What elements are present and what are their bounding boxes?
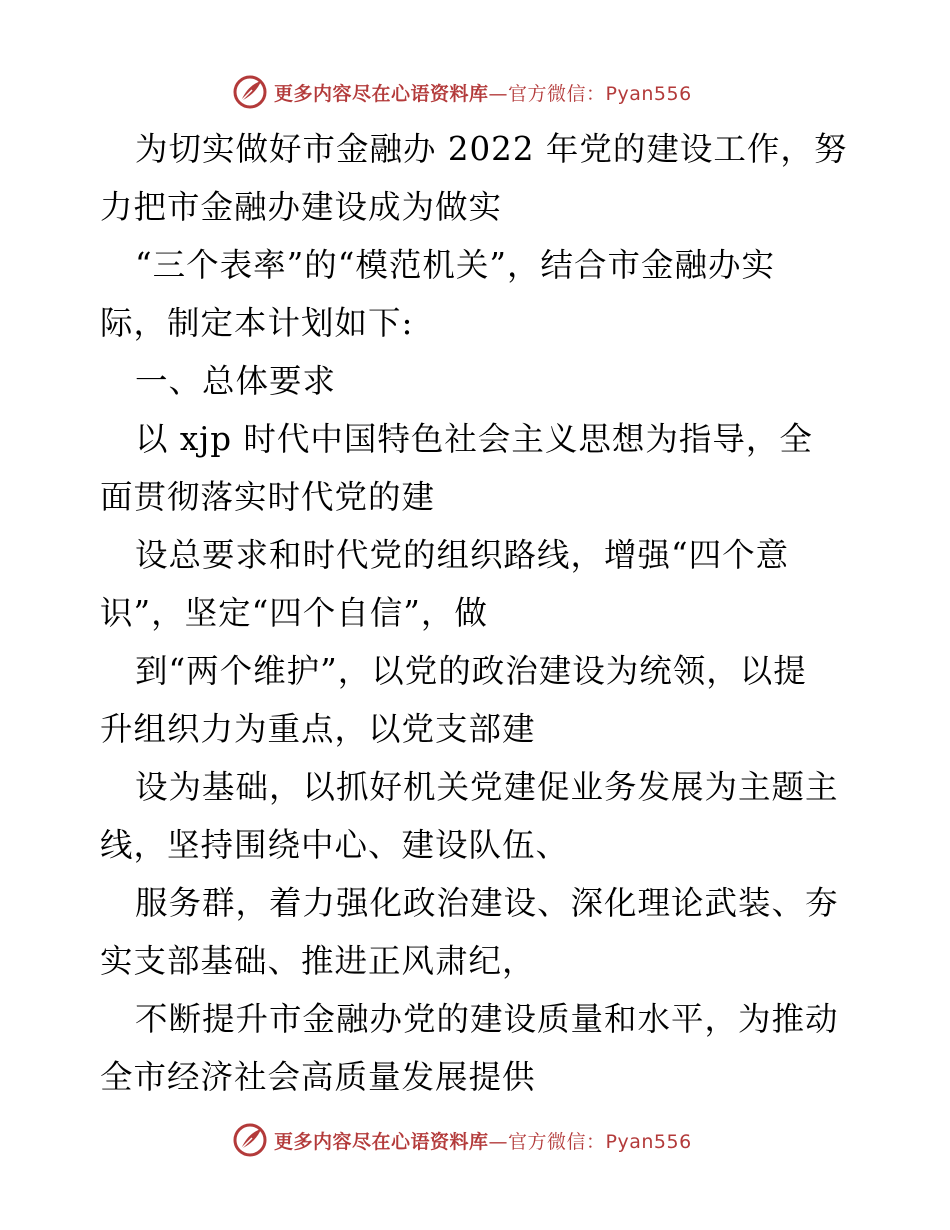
body-line: 全市经济社会高质量发展提供 xyxy=(100,1058,536,1096)
banner-wechat-id: Pyan556 xyxy=(605,1130,692,1153)
body-line: 面贯彻落实时代党的建 xyxy=(100,478,436,516)
body-line: 设总要求和时代党的组织路线，增强“四个意 xyxy=(135,536,790,574)
banner-text xyxy=(274,79,692,106)
body-line: 实支部基础、推进正风肃纪， xyxy=(100,942,536,980)
header-banner xyxy=(232,72,692,112)
banner-dash: — xyxy=(488,1130,509,1153)
body-line: 升组织力为重点，以党支部建 xyxy=(100,710,536,748)
body-line: 力把市金融办建设成为做实 xyxy=(100,188,503,226)
body-line: “三个表率”的“模范机关”，结合市金融办实 xyxy=(135,246,775,284)
section-heading: 一、总体要求 xyxy=(135,362,337,400)
body-line: 服务群，着力强化政治建设、深化理论武装、夯 xyxy=(135,884,839,922)
body-line: 到“两个维护”，以党的政治建设为统领，以提 xyxy=(135,652,807,690)
banner-wechat-label: 官方微信： xyxy=(508,82,606,105)
body-line: 识”，坚定“四个自信”，做 xyxy=(100,594,488,632)
feather-pen-logo-icon xyxy=(232,74,268,110)
banner-site-text: 更多内容尽在心语资料库 xyxy=(274,82,489,105)
banner-text xyxy=(274,1127,692,1154)
footer-banner xyxy=(232,1120,692,1160)
feather-pen-logo-icon xyxy=(232,1122,268,1158)
body-line: 不断提升市金融办党的建设质量和水平，为推动 xyxy=(135,1000,839,1038)
banner-wechat-label: 官方微信： xyxy=(508,1130,606,1153)
banner-wechat-id: Pyan556 xyxy=(605,82,692,105)
body-line: 际，制定本计划如下: xyxy=(100,304,414,342)
body-line: 设为基础，以抓好机关党建促业务发展为主题主 xyxy=(135,768,839,806)
body-line: 为切实做好市金融办 2022 年党的建设工作，努 xyxy=(135,130,848,168)
banner-dash: — xyxy=(488,82,509,105)
body-line: 以 xjp 时代中国特色社会主义思想为指导，全 xyxy=(135,420,813,458)
banner-site-text: 更多内容尽在心语资料库 xyxy=(274,1130,489,1153)
body-line: 线，坚持围绕中心、建设队伍、 xyxy=(100,826,570,864)
